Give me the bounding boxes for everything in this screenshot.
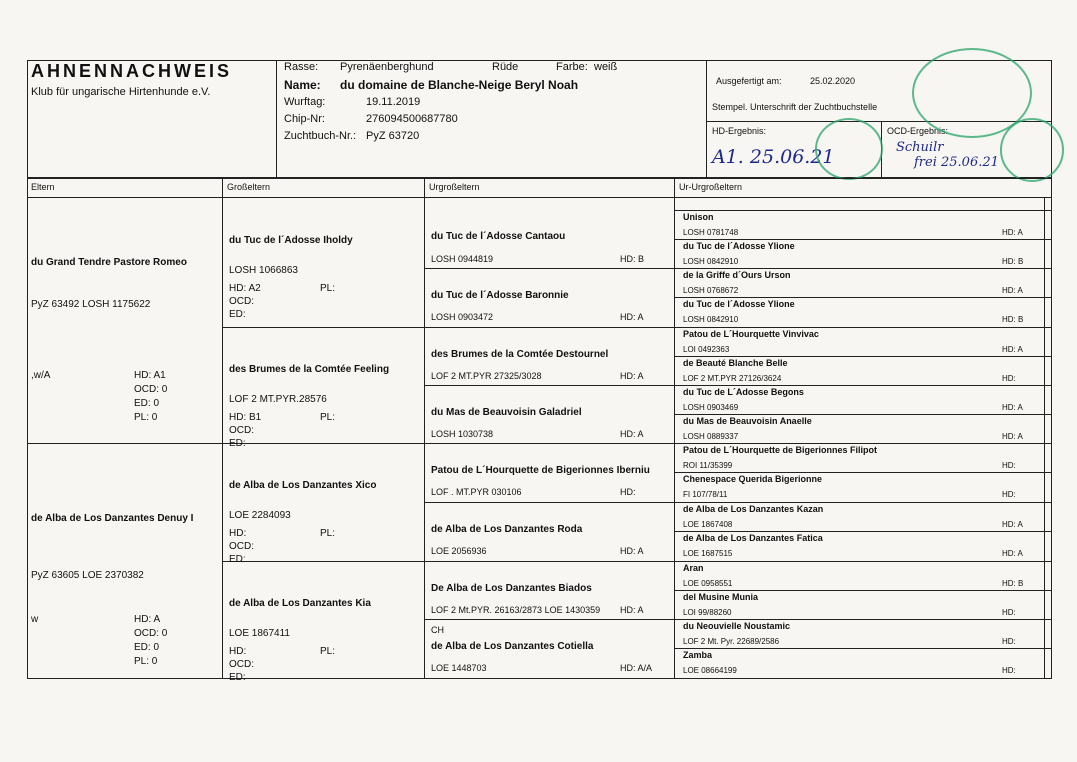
col-ururgrosseltern: Ur-Urgroßeltern <box>679 182 743 192</box>
grid-line <box>222 327 1052 328</box>
great-great-grandparent-hd: HD: B <box>1002 579 1024 588</box>
parent-dam-ocd: OCD: 0 <box>134 628 168 639</box>
farbe-value: weiß <box>594 61 618 73</box>
grandparent-name: du Tuc de l´Adosse Iholdy <box>229 235 353 246</box>
grid-line <box>424 178 425 679</box>
grandparent-ed: ED: <box>229 554 246 565</box>
grandparent-name: de Alba de Los Danzantes Xico <box>229 480 377 491</box>
grid-line <box>27 197 1052 198</box>
great-great-grandparent-name: du Mas de Beauvoisin Anaelle <box>683 416 812 426</box>
dog-name: du domaine de Blanche-Neige Beryl Noah <box>340 78 579 92</box>
ausgefertigt-value: 25.02.2020 <box>810 76 856 86</box>
parent-sire-mark: ,w/A <box>31 370 51 381</box>
grid-line <box>674 210 1052 211</box>
great-grandparent-reg: LOE 2056936 <box>431 546 487 556</box>
great-grandparent-hd: HD: B <box>620 254 645 264</box>
parent-sire-name: du Grand Tendre Pastore Romeo <box>31 257 187 268</box>
parent-sire-ocd: OCD: 0 <box>134 384 168 395</box>
grid-line <box>1044 197 1045 679</box>
great-grandparent-name: Patou de L´Hourquette de Bigerionnes Iberniu <box>431 465 650 476</box>
great-grandparent-hd: HD: <box>620 487 636 497</box>
great-great-grandparent-name: Patou de L´Hourquette Vinvivac <box>683 329 819 339</box>
great-grandparent-hd: HD: A <box>620 429 644 439</box>
club-name: Klub für ungarische Hirtenhunde e.V. <box>31 86 211 98</box>
chip-value: 276094500687780 <box>366 113 458 125</box>
great-great-grandparent-reg: LOE 1867408 <box>683 520 733 529</box>
great-great-grandparent-hd: HD: <box>1002 637 1016 646</box>
hd-result-handwriting: A1. 25.06.21 <box>712 146 835 168</box>
great-great-grandparent-name: del Musine Munia <box>683 592 759 602</box>
great-grandparent-hd: HD: A <box>620 546 644 556</box>
great-grandparent-reg: LOF . MT.PYR 030106 <box>431 487 522 497</box>
great-great-grandparent-reg: LOSH 0842910 <box>683 315 739 324</box>
pedigree-grid <box>27 178 1052 679</box>
parent-sire-hd: HD: A1 <box>134 370 166 381</box>
zuchtbuch-label: Zuchtbuch-Nr.: <box>284 130 357 142</box>
grid-line <box>424 502 1052 503</box>
great-great-grandparent-reg: LOSH 0903469 <box>683 403 739 412</box>
grandparent-reg: LOSH 1066863 <box>229 265 298 276</box>
grandparent-ocd: OCD: <box>229 296 254 307</box>
grandparent-reg: LOF 2 MT.PYR.28576 <box>229 394 327 405</box>
grandparent-reg: LOE 1867411 <box>229 628 290 639</box>
great-great-grandparent-hd: HD: A <box>1002 345 1023 354</box>
great-great-grandparent-reg: LOF 2 MT.PYR 27126/3624 <box>683 374 782 383</box>
parent-dam-name: de Alba de Los Danzantes Denuy I <box>31 513 194 524</box>
wurftag-label: Wurftag: <box>284 96 326 108</box>
parent-dam-reg: PyZ 63605 LOE 2370382 <box>31 570 144 581</box>
wurftag-value: 19.11.2019 <box>366 96 421 108</box>
great-great-grandparent-name: de Alba de Los Danzantes Kazan <box>683 504 824 514</box>
ocd-result-handwriting: Schuilr <box>896 140 944 155</box>
great-grandparent-reg: LOSH 1030738 <box>431 429 494 439</box>
grandparent-pl: PL: <box>320 283 336 294</box>
great-great-grandparent-name: de Alba de Los Danzantes Fatica <box>683 533 823 543</box>
great-grandparent-reg: LOF 2 MT.PYR 27325/3028 <box>431 371 542 381</box>
grandparent-hd: HD: A2 <box>229 283 261 294</box>
col-urgrosseltern: Urgroßeltern <box>429 182 480 192</box>
great-great-grandparent-name: du Tuc de L´Adosse Begons <box>683 387 804 397</box>
grandparent-ed: ED: <box>229 309 246 320</box>
great-great-grandparent-name: Patou de L´Hourquette de Bigerionnes Filipot <box>683 445 878 455</box>
great-grandparent-name: des Brumes de la Comtée Destournel <box>431 349 609 360</box>
grid-line <box>674 297 1052 298</box>
grid-line <box>674 590 1052 591</box>
parent-dam-ed: ED: 0 <box>134 642 160 653</box>
great-great-grandparent-name: de la Griffe d´Ours Urson <box>683 270 791 280</box>
great-great-grandparent-name: Unison <box>683 212 714 222</box>
great-great-grandparent-hd: HD: A <box>1002 549 1023 558</box>
great-great-grandparent-hd: HD: <box>1002 461 1016 470</box>
grandparent-pl: PL: <box>320 528 336 539</box>
great-grandparent-hd: HD: A <box>620 371 644 381</box>
great-great-grandparent-hd: HD: <box>1002 374 1016 383</box>
great-great-grandparent-hd: HD: A <box>1002 286 1023 295</box>
great-great-grandparent-reg: FI 107/78/11 <box>683 490 728 499</box>
great-great-grandparent-reg: LOF 2 Mt. Pyr. 22689/2586 <box>683 637 780 646</box>
grandparent-name: de Alba de Los Danzantes Kia <box>229 598 371 609</box>
great-great-grandparent-hd: HD: B <box>1002 257 1024 266</box>
great-great-grandparent-reg: LOE 1687515 <box>683 549 733 558</box>
grid-line <box>424 619 1052 620</box>
great-great-grandparent-name: du Neouvielle Noustamic <box>683 621 791 631</box>
club-stamp-small <box>815 118 883 180</box>
grid-line <box>674 239 1052 240</box>
parent-dam-hd: HD: A <box>134 614 161 625</box>
great-great-grandparent-hd: HD: A <box>1002 403 1023 412</box>
great-great-grandparent-reg: LOSH 0781748 <box>683 228 739 237</box>
grandparent-hd: HD: <box>229 528 247 539</box>
ausgefertigt-label: Ausgefertigt am: <box>716 76 782 86</box>
grandparent-name: des Brumes de la Comtée Feeling <box>229 364 390 375</box>
great-great-grandparent-reg: LOE 08664199 <box>683 666 737 675</box>
grid-line <box>27 443 1052 444</box>
rasse-label: Rasse: <box>284 61 319 73</box>
parent-dam-pl: PL: 0 <box>134 656 158 667</box>
club-stamp-small <box>1000 118 1064 182</box>
great-grandparent-reg: LOSH 0944819 <box>431 254 494 264</box>
parent-sire-pl: PL: 0 <box>134 412 158 423</box>
great-great-grandparent-reg: LOSH 0768672 <box>683 286 739 295</box>
great-grandparent-hd: HD: A <box>620 312 644 322</box>
parent-dam-mark: w <box>31 614 39 625</box>
grid-line <box>674 356 1052 357</box>
farbe-label: Farbe: <box>556 61 588 73</box>
great-great-grandparent-name: Zamba <box>683 650 713 660</box>
grid-line <box>674 472 1052 473</box>
great-great-grandparent-name: de Beauté Blanche Belle <box>683 358 788 368</box>
header-divider <box>706 60 707 178</box>
great-grandparent-extra: CH <box>431 625 444 635</box>
great-great-grandparent-reg: LOI 0492363 <box>683 345 730 354</box>
grid-line <box>674 414 1052 415</box>
great-great-grandparent-reg: LOSH 0889337 <box>683 432 739 441</box>
great-great-grandparent-reg: ROI 11/35399 <box>683 461 733 470</box>
parent-sire-ed: ED: 0 <box>134 398 160 409</box>
grid-line <box>222 561 1052 562</box>
grid-line <box>424 385 1052 386</box>
grid-line <box>424 268 1052 269</box>
great-grandparent-name: du Mas de Beauvoisin Galadriel <box>431 407 582 418</box>
zuchtbuch-value: PyZ 63720 <box>366 130 420 142</box>
great-grandparent-reg: LOE 1448703 <box>431 663 487 673</box>
grandparent-hd: HD: B1 <box>229 412 262 423</box>
great-grandparent-hd: HD: A/A <box>620 663 653 673</box>
great-grandparent-hd: HD: A <box>620 605 644 615</box>
great-great-grandparent-hd: HD: A <box>1002 432 1023 441</box>
great-great-grandparent-hd: HD: <box>1002 666 1016 675</box>
name-label: Name: <box>284 78 321 92</box>
chip-label: Chip-Nr: <box>284 113 325 125</box>
grandparent-ocd: OCD: <box>229 659 254 670</box>
grandparent-reg: LOE 2284093 <box>229 510 291 521</box>
great-grandparent-name: de Alba de Los Danzantes Roda <box>431 524 583 535</box>
grandparent-ed: ED: <box>229 672 246 683</box>
great-great-grandparent-hd: HD: <box>1002 490 1016 499</box>
great-grandparent-reg: LOSH 0903472 <box>431 312 494 322</box>
great-grandparent-name: de Alba de Los Danzantes Cotiella <box>431 641 594 652</box>
col-eltern: Eltern <box>31 182 55 192</box>
great-great-grandparent-name: Chenespace Querida Bigerionne <box>683 474 823 484</box>
grandparent-ocd: OCD: <box>229 425 254 436</box>
great-grandparent-name: du Tuc de l´Adosse Cantaou <box>431 231 566 242</box>
document-title: AHNENNACHWEIS <box>31 61 232 81</box>
great-great-grandparent-hd: HD: A <box>1002 520 1023 529</box>
great-grandparent-name: du Tuc de l´Adosse Baronnie <box>431 290 569 301</box>
ocd-result-handwriting-date: frei 25.06.21 <box>914 155 999 170</box>
grid-line <box>222 178 223 679</box>
great-great-grandparent-reg: LOI 99/88260 <box>683 608 732 617</box>
great-grandparent-name: De Alba de Los Danzantes Biados <box>431 583 592 594</box>
stempel-label: Stempel. Unterschrift der Zuchtbuchstelle <box>712 102 878 112</box>
ocd-ergebnis-label: OCD-Ergebnis: <box>887 126 949 136</box>
grid-line <box>674 531 1052 532</box>
rasse-value: Pyrenäenberghund <box>340 61 434 73</box>
sex-value: Rüde <box>492 61 519 73</box>
great-great-grandparent-reg: LOE 0958551 <box>683 579 733 588</box>
hd-ergebnis-label: HD-Ergebnis: <box>712 126 767 136</box>
great-great-grandparent-name: Aran <box>683 563 704 573</box>
grid-line <box>674 648 1052 649</box>
grandparent-pl: PL: <box>320 646 336 657</box>
great-great-grandparent-reg: LOSH 0842910 <box>683 257 739 266</box>
grid-line <box>674 178 675 679</box>
great-great-grandparent-hd: HD: B <box>1002 315 1024 324</box>
great-great-grandparent-name: du Tuc de l´Adosse Ylione <box>683 299 795 309</box>
grandparent-pl: PL: <box>320 412 336 423</box>
header-divider <box>276 60 277 178</box>
great-great-grandparent-name: du Tuc de l´Adosse Ylione <box>683 241 795 251</box>
grandparent-ed: ED: <box>229 438 246 449</box>
grandparent-ocd: OCD: <box>229 541 254 552</box>
col-grosseltern: Großeltern <box>227 182 271 192</box>
great-great-grandparent-hd: HD: A <box>1002 228 1023 237</box>
parent-sire-reg: PyZ 63492 LOSH 1175622 <box>31 299 151 310</box>
grandparent-hd: HD: <box>229 646 247 657</box>
great-grandparent-reg: LOF 2 Mt.PYR. 26163/2873 LOE 1430359 <box>431 605 601 615</box>
great-great-grandparent-hd: HD: <box>1002 608 1016 617</box>
